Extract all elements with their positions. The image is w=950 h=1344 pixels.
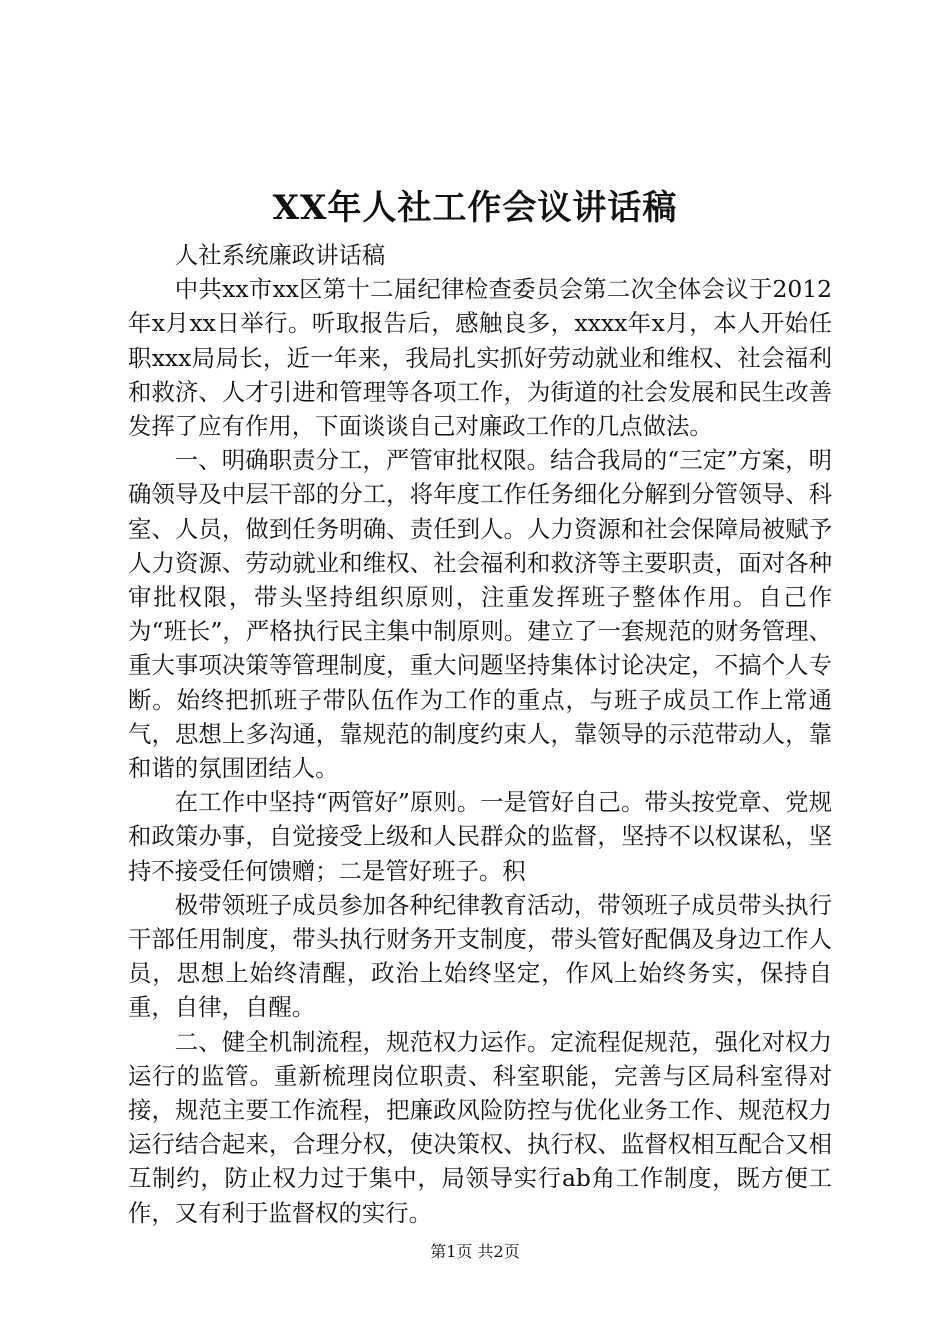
document-title: XX年人社工作会议讲话稿 (272, 188, 678, 228)
body-paragraph: 中共xx市xx区第十二届纪律检查委员会第二次全体会议于2012年x月xx日举行。听取报告后，感触良多，xxxx年x月，本人开始任职xxx局局长，近一年来，我局扎实抓好劳动就业和维权、社会福利和救济、人才引进和管理等各项工作，为街道的社会发展和民生改善发挥了应有作用，下面谈谈自己对廉政工作的几点做法。 (128, 275, 832, 441)
body-paragraph: 二、健全机制流程，规范权力运作。定流程促规范，强化对权力运行的监管。重新梳理岗位职责、科室职能，完善与区局科室得对接，规范主要工作流程，把廉政风险防控与优化业务工作、规范权力运行结合起来，合理分权，使决策权、执行权、监督权相互配合又相互制约，防止权力过于集中，局领导实行ab角工作制度，既方便工作，又有利于监督权的实行。 (128, 1027, 832, 1227)
subtitle-paragraph: 人社系统廉政讲话稿 (174, 241, 386, 269)
document-body (128, 238, 832, 1230)
body-paragraph: 一、明确职责分工，严管审批权限。结合我局的“三定”方案，明确领导及中层干部的分工，将年度工作任务细化分解到分管领导、科室、人员，做到任务明确、责任到人。人力资源和社会保障局被赋予人力资源、劳动就业和维权、社会福利和救济等主要职责，面对各种审批权限，带头坚持组织原则，注重发挥班子整体作用。自己作为“班长”，严格执行民主集中制原则。建立了一套规范的财务管理、重大事项决策等管理制度，重大问题坚持集体讨论决定，不搞个人专断。始终把抓班子带队伍作为工作的重点，与班子成员工作上常通气，思想上多沟通，靠规范的制度约束人，靠领导的示范带动人，靠和谐的氛围团结人。 (128, 446, 832, 783)
body-paragraph: 极带领班子成员参加各种纪律教育活动，带领班子成员带头执行干部任用制度，带头执行财务开支制度，带头管好配偶及身边工作人员，思想上始终清醒，政治上始终坚定，作风上始终务实，保持自重，自律，自醒。 (128, 890, 832, 1022)
body-paragraph: 在工作中坚持“两管好”原则。一是管好自己。带头按党章、党规和政策办事，自觉接受上级和人民群众的监督，坚持不以权谋私，坚持不接受任何馈赠；二是管好班子。积 (128, 788, 832, 885)
page-footer: 第1页 共2页 (430, 1242, 520, 1261)
